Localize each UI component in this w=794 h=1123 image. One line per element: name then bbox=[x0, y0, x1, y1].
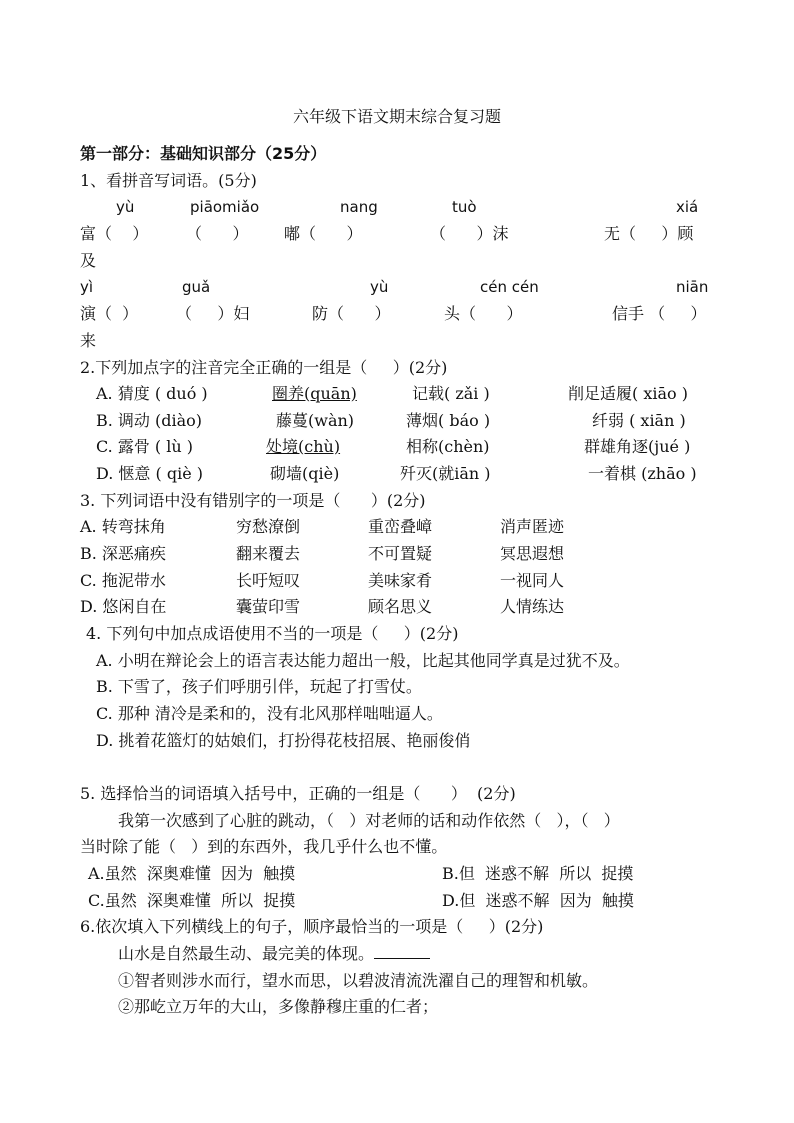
option-cell: B.但 迷惑不解 所以 捉摸 bbox=[442, 864, 634, 883]
option-cell: D. 悠闲自在 bbox=[80, 597, 167, 616]
pinyin: tuò bbox=[452, 198, 477, 216]
option-cell: 一视同人 bbox=[500, 571, 565, 590]
question-5-stem: 5. 选择恰当的词语填入括号中，正确的一组是（ ） (2分) bbox=[80, 784, 516, 803]
pinyin: yì bbox=[80, 278, 94, 296]
option-cell: A. 转弯抹角 bbox=[80, 517, 166, 536]
option-cell: 藤蔓(wàn) bbox=[276, 411, 355, 430]
option-cell: 一着棋 (zhāo ) bbox=[588, 464, 697, 483]
pinyin-answer-blank: 头（ ） bbox=[444, 304, 523, 323]
option-cell: 穷愁潦倒 bbox=[236, 517, 301, 536]
pinyin-answer-blank: 演（ ） bbox=[80, 304, 139, 323]
passage-line: 山水是自然最生动、最完美的体现。 bbox=[118, 944, 430, 964]
question-4-stem: 4. 下列句中加点成语使用不当的一项是（ ）(2分) bbox=[86, 624, 459, 643]
option-cell: 歼灭(就iān ) bbox=[400, 464, 491, 483]
option-cell: 重峦叠嶂 bbox=[368, 517, 433, 536]
option-cell: 削足适履( xiāo ) bbox=[568, 384, 688, 403]
option-cell: 群雄角逐(jué ) bbox=[584, 437, 691, 456]
option-cell: 人情练达 bbox=[500, 597, 565, 616]
wrapped-char: 来 bbox=[80, 331, 97, 350]
pinyin-answer-blank: 富（ ） bbox=[80, 224, 149, 243]
option-line: A. 小明在辩论会上的语言表达能力超出一般，比起其他同学真是过犹不及。 bbox=[96, 651, 630, 670]
option-cell: 囊萤印雪 bbox=[236, 597, 301, 616]
question-6-stem: 6.依次填入下列横线上的句子，顺序最恰当的一项是（ ）(2分) bbox=[80, 917, 544, 936]
pinyin: cén cén bbox=[480, 278, 539, 296]
option-cell: 长吁短叹 bbox=[236, 571, 301, 590]
pinyin-answer-blank: （ ）沫 bbox=[430, 224, 509, 243]
option-cell: 相称(chèn) bbox=[406, 437, 490, 456]
option-cell: 纤弱 ( xiān ) bbox=[592, 411, 686, 430]
question-1-stem: 1、看拼音写词语。(5分) bbox=[80, 171, 257, 190]
passage-line: 当时除了能（ ）到的东西外，我几乎什么也不懂。 bbox=[80, 837, 448, 856]
option-cell: 不可置疑 bbox=[368, 544, 433, 563]
option-cell: 砌墙(qiè) bbox=[270, 464, 340, 483]
option-cell: C. 露骨 ( lù ) bbox=[96, 437, 194, 456]
pinyin: niān bbox=[676, 278, 709, 296]
question-2-stem: 2.下列加点字的注音完全正确的一组是（ ）(2分) bbox=[80, 358, 448, 377]
option-cell: B. 调动 (diào) bbox=[96, 411, 203, 430]
option-cell: A. 猜度 ( duó ) bbox=[96, 384, 208, 403]
passage-line: ②那屹立万年的大山，多像静穆庄重的仁者； bbox=[118, 997, 439, 1016]
option-cell-underlined: 圈养(quān) bbox=[272, 384, 357, 403]
pinyin: xiá bbox=[676, 198, 699, 216]
option-cell-underlined: 处境(chù) bbox=[266, 437, 341, 456]
section-heading: 第一部分：基础知识部分（25分） bbox=[80, 144, 327, 163]
option-cell: 消声匿迹 bbox=[500, 517, 565, 536]
pinyin: nang bbox=[340, 198, 378, 216]
option-cell: 翻来覆去 bbox=[236, 544, 301, 563]
option-cell: 记载( zǎi ) bbox=[412, 384, 490, 403]
passage-line: ①智者则涉水而行，望水而思，以碧波清流洗濯自己的理智和机敏。 bbox=[118, 971, 599, 990]
option-cell: A.虽然 深奥难懂 因为 触摸 bbox=[88, 864, 296, 883]
pinyin: yù bbox=[370, 278, 389, 296]
option-line: C. 那种 清冷是柔和的，没有北风那样咄咄逼人。 bbox=[96, 704, 443, 723]
pinyin: guǎ bbox=[182, 278, 211, 296]
wrapped-char: 及 bbox=[80, 251, 97, 270]
option-cell: 美味家肴 bbox=[368, 571, 433, 590]
option-cell: 冥思遐想 bbox=[500, 544, 565, 563]
answer-blank-line bbox=[374, 944, 430, 959]
option-cell: B. 深恶痛疾 bbox=[80, 544, 166, 563]
pinyin-answer-blank: （ ） bbox=[186, 224, 249, 243]
pinyin-answer-blank: 防（ ） bbox=[312, 304, 391, 323]
option-line: B. 下雪了，孩子们呼朋引伴，玩起了打雪仗。 bbox=[96, 677, 422, 696]
pinyin-answer-blank: 嘟（ ） bbox=[284, 224, 363, 243]
pinyin-answer-blank: 无（ ）顾 bbox=[604, 224, 694, 243]
pinyin: yù bbox=[116, 198, 135, 216]
option-cell: D.但 迷惑不解 因为 触摸 bbox=[442, 891, 634, 910]
option-cell: 薄烟( báo ) bbox=[406, 411, 491, 430]
option-cell: C.虽然 深奥难懂 所以 捉摸 bbox=[88, 891, 296, 910]
pinyin-answer-blank: （ ）妇 bbox=[176, 304, 250, 323]
question-3-stem: 3. 下列词语中没有错别字的一项是（ ）(2分) bbox=[80, 491, 426, 510]
option-cell: D. 惬意 ( qiè ) bbox=[96, 464, 204, 483]
passage-line: 我第一次感到了心脏的跳动，（ ）对老师的话和动作依然（ ），（ ） bbox=[118, 811, 620, 830]
option-cell: C. 拖泥带水 bbox=[80, 571, 166, 590]
pinyin: piāomiǎo bbox=[190, 198, 260, 216]
option-cell: 顾名思义 bbox=[368, 597, 433, 616]
option-line: D. 挑着花篮灯的姑娘们，打扮得花枝招展、艳丽俊俏 bbox=[96, 731, 471, 750]
document-title: 六年级下语文期末综合复习题 bbox=[292, 107, 501, 126]
pinyin-answer-blank: 信手 （ ） bbox=[612, 304, 707, 323]
